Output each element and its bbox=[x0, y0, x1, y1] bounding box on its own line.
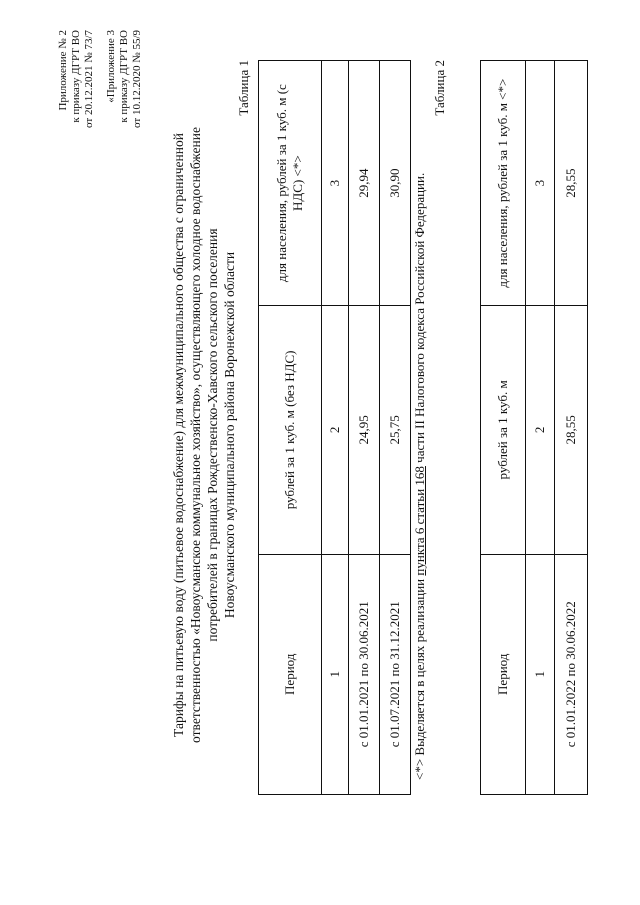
title-line4: Новоусманского муниципального района Воронежской области bbox=[222, 251, 237, 619]
price-cell: 28,55 bbox=[555, 306, 588, 554]
appendix-prev-line3: от 10.12.2020 № 55/9 bbox=[131, 30, 143, 128]
number-cell: 1 bbox=[322, 554, 349, 794]
number-cell: 2 bbox=[322, 306, 349, 554]
appendix-current-block bbox=[57, 30, 96, 128]
number-cell: 1 bbox=[526, 554, 555, 794]
header-cell-price: рублей за 1 куб. м (без НДС) bbox=[259, 306, 322, 554]
title-line3: потребителей в границах Рождественско-Хавского сельского поселения bbox=[205, 228, 220, 642]
table-row bbox=[555, 61, 588, 795]
number-cell: 3 bbox=[322, 61, 349, 306]
period-cell: с 01.01.2021 по 30.06.2021 bbox=[349, 554, 380, 794]
period-cell: с 01.01.2022 по 30.06.2022 bbox=[555, 554, 588, 794]
header-cell-population-price: для населения, рублей за 1 куб. м (с НДС) <*> bbox=[259, 61, 322, 306]
population-price-cell: 28,55 bbox=[555, 61, 588, 306]
table1-label: Таблица 1 bbox=[236, 60, 251, 116]
table-header-row bbox=[481, 61, 526, 795]
table-number-row bbox=[526, 61, 555, 795]
title-line1: Тарифы на питьевую воду (питьевое водоснабжение) для межмуниципального общества с ограниченной bbox=[171, 133, 186, 737]
header-cell-population-price: для населения, рублей за 1 куб. м <*> bbox=[481, 61, 526, 306]
header-cell-price: рублей за 1 куб. м bbox=[481, 306, 526, 554]
appendix-current-line1: Приложение № 2 bbox=[57, 30, 69, 111]
price-cell: 24,95 bbox=[349, 306, 380, 554]
document-title bbox=[170, 45, 238, 825]
footnote-suffix: части II Налогового кодекса Российской Федерации. bbox=[412, 172, 427, 467]
table-row bbox=[349, 61, 380, 795]
population-price-cell: 29,94 bbox=[349, 61, 380, 306]
header-cell-period: Период bbox=[481, 554, 526, 794]
population-price-cell: 30,90 bbox=[380, 61, 411, 306]
appendix-current-line3: от 20.12.2021 № 73/7 bbox=[83, 30, 95, 128]
table-row bbox=[380, 61, 411, 795]
appendix-prev-line1: «Приложение 3 bbox=[105, 30, 117, 103]
footnote-prefix: <*> Выделяется в целях реализации bbox=[412, 575, 427, 780]
appendix-prev-block bbox=[105, 30, 144, 128]
title-line2: ответственностью «Новоусманское коммунальное хозяйство», осуществляющего холодное водоснабжение bbox=[188, 127, 203, 743]
price-cell: 25,75 bbox=[380, 306, 411, 554]
table-number-row bbox=[322, 61, 349, 795]
number-cell: 2 bbox=[526, 306, 555, 554]
footnote bbox=[412, 173, 428, 780]
table-header-row bbox=[259, 61, 322, 795]
appendix-current-line2: к приказу ДГРТ ВО bbox=[70, 30, 82, 123]
header-cell-period: Период bbox=[259, 554, 322, 794]
footnote-law-link[interactable]: пункта 6 статьи 168 bbox=[412, 466, 427, 576]
appendix-prev-line2: к приказу ДГРТ ВО bbox=[118, 30, 130, 123]
period-cell: с 01.07.2021 по 31.12.2021 bbox=[380, 554, 411, 794]
table2-label: Таблица 2 bbox=[432, 60, 447, 116]
tariff-table-1 bbox=[258, 60, 411, 795]
number-cell: 3 bbox=[526, 61, 555, 306]
tariff-table-2 bbox=[480, 60, 588, 795]
